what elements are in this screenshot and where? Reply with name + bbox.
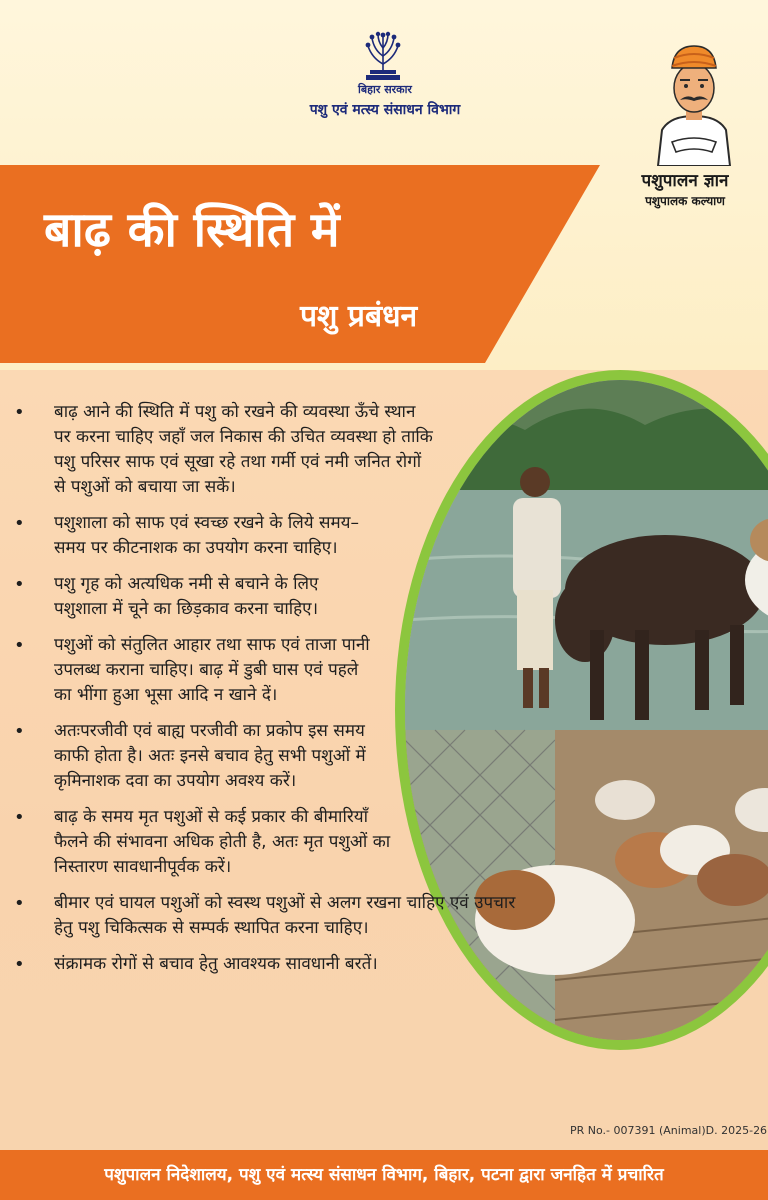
list-item (14, 891, 519, 941)
list-item (14, 805, 399, 880)
bullet-list (14, 400, 514, 988)
bullet-marker: • (14, 807, 25, 828)
list-item (14, 572, 364, 622)
list-item (14, 719, 384, 794)
footer-banner: पशुपालन निदेशालय, पशु एवं मत्स्य संसाधन विभाग, बिहार, पटना द्वारा जनहित में प्रचारित (0, 1150, 768, 1200)
brand-subtitle: पशुपालक कल्याण (645, 194, 725, 208)
brand-name: पशुपालन ज्ञान (641, 171, 729, 191)
bullet-marker: • (14, 574, 25, 595)
list-item (14, 952, 454, 977)
bullet-marker: • (14, 513, 25, 534)
bullet-marker: • (14, 402, 25, 423)
department-name: पशु एवं मत्स्य संसाधन विभाग (309, 102, 461, 118)
bullet-text: पशु गृह को अत्यधिक नमी से बचाने के लिए पशुशाला में चूने का छिड़काव करना चाहिए। (54, 574, 319, 619)
farmer-mascot-icon (652, 38, 736, 166)
gov-name: बिहार सरकार (358, 83, 412, 96)
pr-number: PR No.- 007391 (Animal)D. 2025-26 (570, 1124, 768, 1137)
bullet-text: बाढ़ के समय मृत पशुओं से कई प्रकार की बीमारियाँ फैलने की संभावना अधिक होती है, अतः मृत पशुओं का निस्तारण सावधानीपूर्वक करें। (54, 807, 391, 877)
bihar-emblem-icon (360, 30, 406, 82)
list-item (14, 633, 374, 708)
bullet-text: अतःपरजीवी एवं बाह्य परजीवी का प्रकोप इस समय काफी होता है। अतः इनसे बचाव हेतु सभी पशुओं में कृमिनाशक दवा का उपयोग अवश्य करें। (54, 721, 366, 791)
bullet-marker: • (14, 893, 25, 914)
list-item (14, 400, 434, 500)
page-title: बाढ़ की स्थिति में (44, 202, 340, 258)
bullet-text: बीमार एवं घायल पशुओं को स्वस्थ पशुओं से अलग रखना चाहिए एवं उपचार हेतु पशु चिकित्सक से सम्पर्क स्थापित करना चाहिए। (54, 893, 516, 938)
bullet-marker: • (14, 721, 25, 742)
page-subtitle: पशु प्रबंधन (300, 299, 418, 334)
bullet-marker: • (14, 954, 25, 975)
bullet-marker: • (14, 635, 25, 656)
bullet-text: पशुओं को संतुलित आहार तथा साफ एवं ताजा पानी उपलब्ध कराना चाहिए। बाढ़ में डुबी घास एवं पहले का भींगा हुआ भूसा आदि न खाने दें। (54, 635, 370, 705)
bullet-text: बाढ़ आने की स्थिति में पशु को रखने की व्यवस्था ऊँचे स्थान पर करना चाहिए जहाँ जल निकास की उचित व्यवस्था हो ताकि पशु परिसर साफ एवं सूखा रहे तथा गर्मी एवं नमी जनित रोगों से पशुओं को बचाया जा सकें। (54, 402, 433, 497)
bullet-text: संक्रामक रोगों से बचाव हेतु आवश्यक सावधानी बरतें। (54, 954, 378, 974)
list-item (14, 511, 384, 561)
bullet-text: पशुशाला को साफ एवं स्वच्छ रखने के लिये समय–समय पर कीटनाशक का उपयोग करना चाहिए। (54, 513, 360, 558)
